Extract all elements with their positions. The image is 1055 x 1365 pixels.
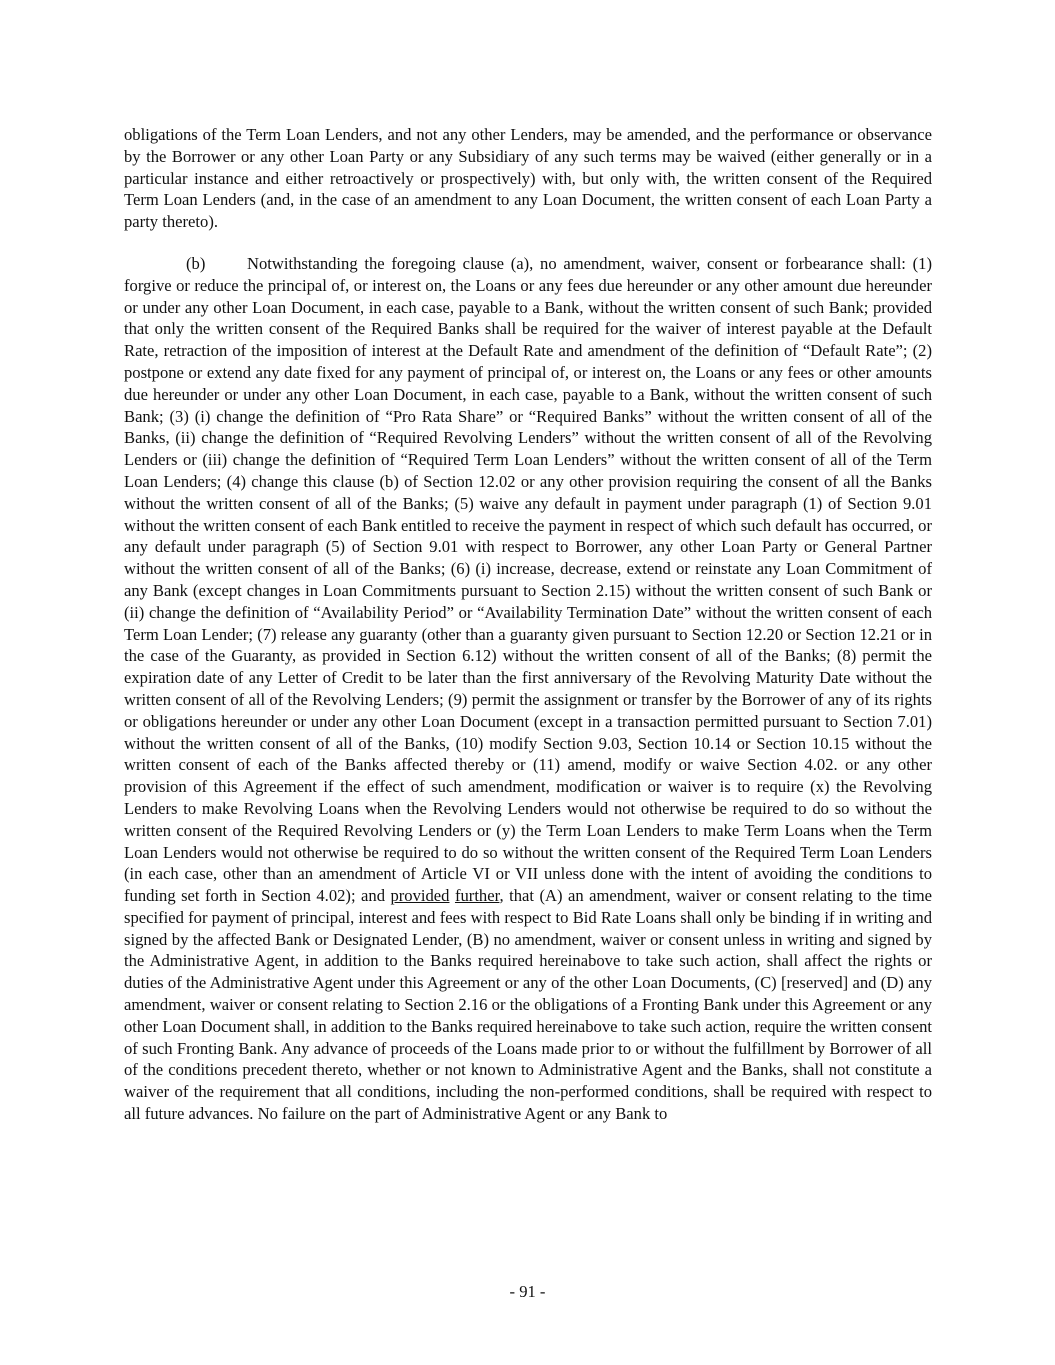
paragraph-continuation: obligations of the Term Loan Lenders, and not any other Lenders, may be amended, and the performance or observance by the Borrower or any other Loan Party or any Subsidiary of any such terms may be waived (either generally or in a particular instance and either retroactively or prospectively) with, but only with, the written consent of the Required Term Loan Lenders (and, in the case of an amendment to any Loan Document, the written consent of each Loan Party a party thereto).	[124, 125, 932, 232]
page-number: - 91 -	[509, 1282, 546, 1301]
underlined-term-further: further	[454, 886, 500, 906]
document-page	[124, 124, 932, 1125]
paragraph-b-text-1: Notwithstanding the foregoing clause (a), no amendment, waiver, consent or forbearance shall: (1) forgive or reduce the principal of, or interest on, the Loans or any fees due hereunder or any other amount due hereunder or under any other Loan Document, in each case, payable to a Bank, without the written consent of such Bank; provided that only the written consent of the Required Banks shall be required for the waiver of interest payable at the Default Rate, retraction of the imposition of interest at the Default Rate and amendment of the definition of “Default Rate”; (2) postpone or extend any date fixed for any payment of principal of, or interest on, the Loans or any fees or other amounts due hereunder or under any other Loan Document, in each case, payable to a Bank, without the written consent of such Bank; (3) (i) change the definition of “Pro Rata Share” or “Required Banks” without the written consent of all of the Banks, (ii) change the definition of “Required Revolving Lenders” without the written consent of all of the Revolving Lenders or (iii) change the definition of “Required Term Loan Lenders” without the written consent of all of the Term Loan Lenders; (4) change this clause (b) of Section 12.02 or any other provision requiring the consent of all the Banks without the written consent of all of the Banks; (5) waive any default in payment under paragraph (1) of Section 9.01 without the written consent of each Bank entitled to receive the payment in respect of which such default has occurred, or any default under paragraph (5) of Section 9.01 with respect to Borrower, any other Loan Party or General Partner without the written consent of all of the Banks; (6) (i) increase, decrease, extend or reinstate any Loan Commitment of any Bank (except changes in Loan Commitments pursuant to Section 2.15) without the written consent of such Bank or (ii) change the definition of “Availability Period” or “Availability Termination Date” without the written consent of each Term Loan Lender; (7) release any guaranty (other than a guaranty given pursuant to Section 12.20 or Section 12.21 or in the case of the Guaranty, as provided in Section 6.12) without the written consent of all of the Banks; (8) permit the expiration date of any Letter of Credit to be later than the first anniversary of the Revolving Maturity Date without the written consent of all of the Revolving Lenders; (9) permit the assignment or transfer by the Borrower of any of its rights or obligations hereunder or under any other Loan Document (except in a transaction permitted pursuant to Section 7.01) without the written consent of all of the Banks, (10) modify Section 9.03, Section 10.14 or Section 10.15 without the written consent of each of the Banks affected thereby or (11) amend, modify or waive Section 4.02. or any other provision of this Agreement if the effect of such amendment, modification or waiver is to require (x) the Revolving Lenders to make Revolving Loans when the Revolving Lenders would not otherwise be required to do so without the written consent of the Required Revolving Lenders or (y) the Term Loan Lenders to make Term Loans when the Term Loan Lenders would not otherwise be required to do so without the written consent of the Required Term Loan Lenders (in each case, other than an amendment of Article VI or VII unless done with the intent of avoiding the conditions to funding set forth in Section 4.02); and	[124, 253, 932, 906]
paragraph-b-text-2: , that (A) an amendment, waiver or consent relating to the time specified for payment of principal, interest and fees with respect to Bid Rate Loans shall only be binding if in writing and signed by the affected Bank or Designated Lender, (B) no amendment, waiver or consent unless in writing and signed by the Administrative Agent, in addition to the Banks required hereinabove to take such action, shall affect the rights or duties of the Administrative Agent under this Agreement or any of the other Loan Documents, (C) [reserved] and (D) any amendment, waiver or consent relating to Section 2.16 or the obligations of a Fronting Bank under this Agreement or any other Loan Document shall, in addition to the Banks required hereinabove to take such action, require the written consent of such Fronting Bank. Any advance of proceeds of the Loans made prior to or without the fulfillment by Borrower of all of the conditions precedent thereto, whether or not known to Administrative Agent and the Banks, shall not constitute a waiver of the requirement that all conditions, including the non-performed conditions, shall be required with respect to all future advances. No failure on the part of Administrative Agent or any Bank to	[124, 886, 933, 1124]
paragraph-b	[124, 253, 932, 1125]
clause-label: (b)	[186, 253, 206, 273]
underlined-term-provided: provided	[390, 886, 450, 906]
